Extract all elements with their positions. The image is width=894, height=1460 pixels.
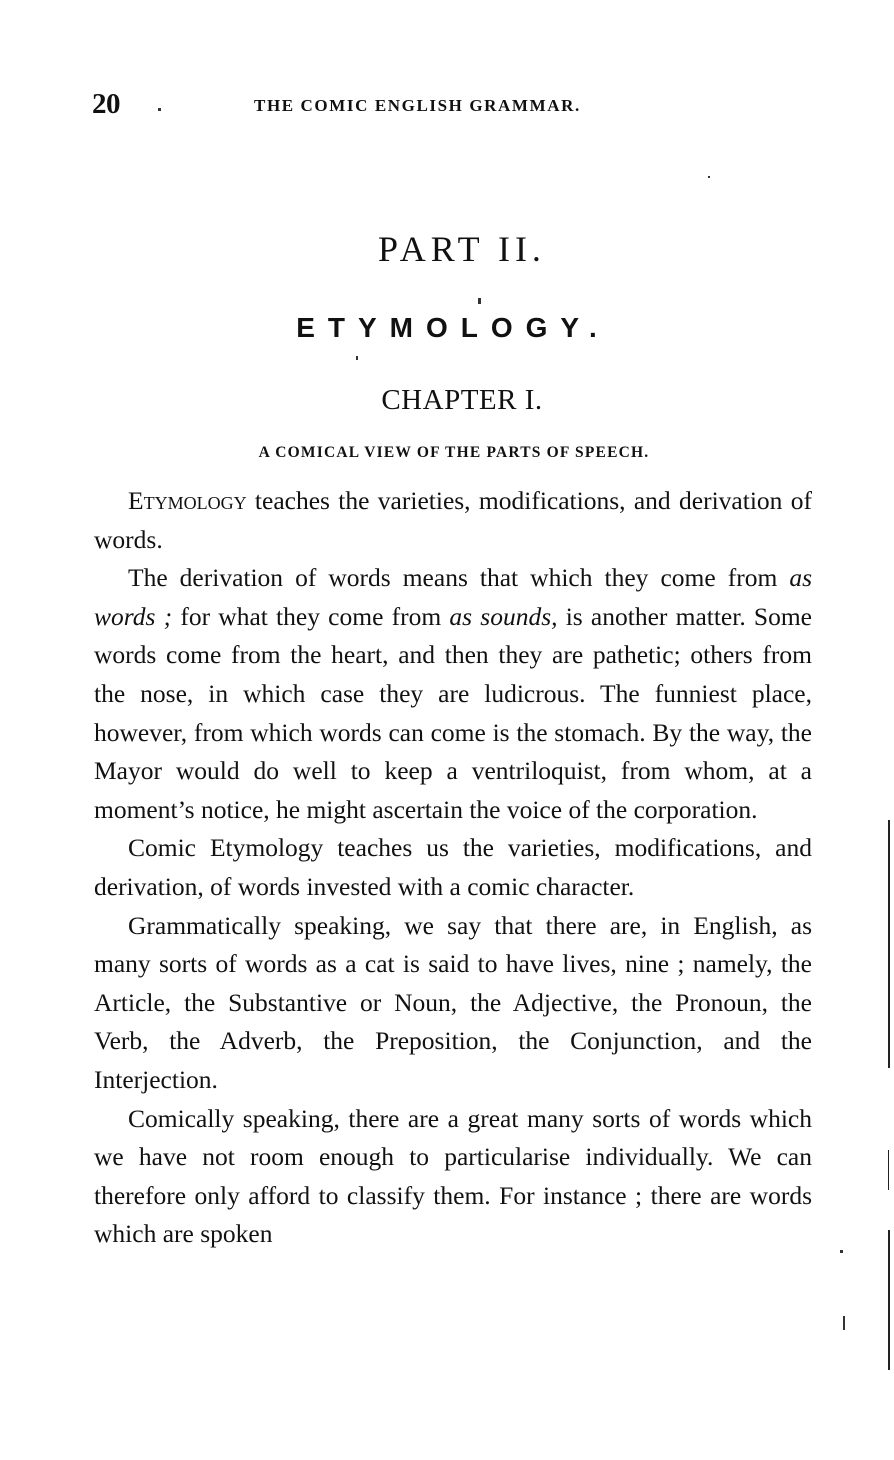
print-speck bbox=[356, 356, 358, 360]
italic-phrase: as words ; bbox=[94, 563, 812, 631]
scan-edge-mark bbox=[888, 820, 890, 1068]
paragraph-comical-sorts: Comically speaking, there are a great many sorts of words which we have not room enough to particularise individually. We can therefore only afford to classify them. For instance ; there are words which are spoken bbox=[94, 1103, 812, 1249]
section-title: ETYMOLOGY. bbox=[296, 312, 610, 343]
scan-edge-mark bbox=[888, 1230, 890, 1370]
paragraph-text: teaches the varieties, modifications, and derivation of words. bbox=[94, 486, 812, 554]
italic-phrase: as sounds, bbox=[449, 601, 558, 631]
part-title: PART II. bbox=[378, 229, 546, 269]
paragraph-text: for what they come from bbox=[172, 601, 450, 631]
body-text bbox=[94, 482, 812, 1254]
chapter-subtitle: A COMICAL VIEW OF THE PARTS OF SPEECH. bbox=[258, 444, 650, 461]
print-speck bbox=[478, 298, 481, 304]
running-head bbox=[92, 88, 792, 124]
paragraph-etymology-definition bbox=[94, 482, 812, 559]
page-number: 20 bbox=[92, 88, 120, 120]
print-speck bbox=[708, 176, 710, 178]
scan-edge-mark bbox=[888, 1150, 889, 1190]
paragraph-grammatical-parts: Grammatically speaking, we say that there are, in English, as many sorts of words as a cat is said to have lives, nine ; namely, the Article, the Substantive or Noun, the Adjective, the Pronoun, the Verb, the Adverb, the Preposition, the Conjunction, and the Interjection. bbox=[94, 910, 812, 1094]
print-speck bbox=[840, 1250, 843, 1253]
paragraph-derivation bbox=[94, 559, 812, 829]
lead-word: Etymology bbox=[128, 486, 247, 515]
paragraph-comic-etymology: Comic Etymology teaches us the varieties, modifications, and derivation, of words invested with a comic character. bbox=[94, 833, 812, 901]
chapter-title: CHAPTER I. bbox=[381, 384, 543, 416]
print-speck bbox=[843, 1316, 845, 1330]
paragraph-text: is another matter. Some words come from the heart, and then they are pathetic; others from the nose, in which case they are ludicrous. The funniest place, however, from which words can come is the stomach. By the way, the Mayor would do well to keep a ventriloquist, from whom, at a moment’s notice, he might ascertain the voice of the corporation. bbox=[94, 601, 812, 824]
print-speck bbox=[158, 108, 161, 111]
paragraph-text: The derivation of words means that which they come from bbox=[128, 563, 790, 593]
running-title: THE COMIC ENGLISH GRAMMAR. bbox=[254, 96, 581, 115]
